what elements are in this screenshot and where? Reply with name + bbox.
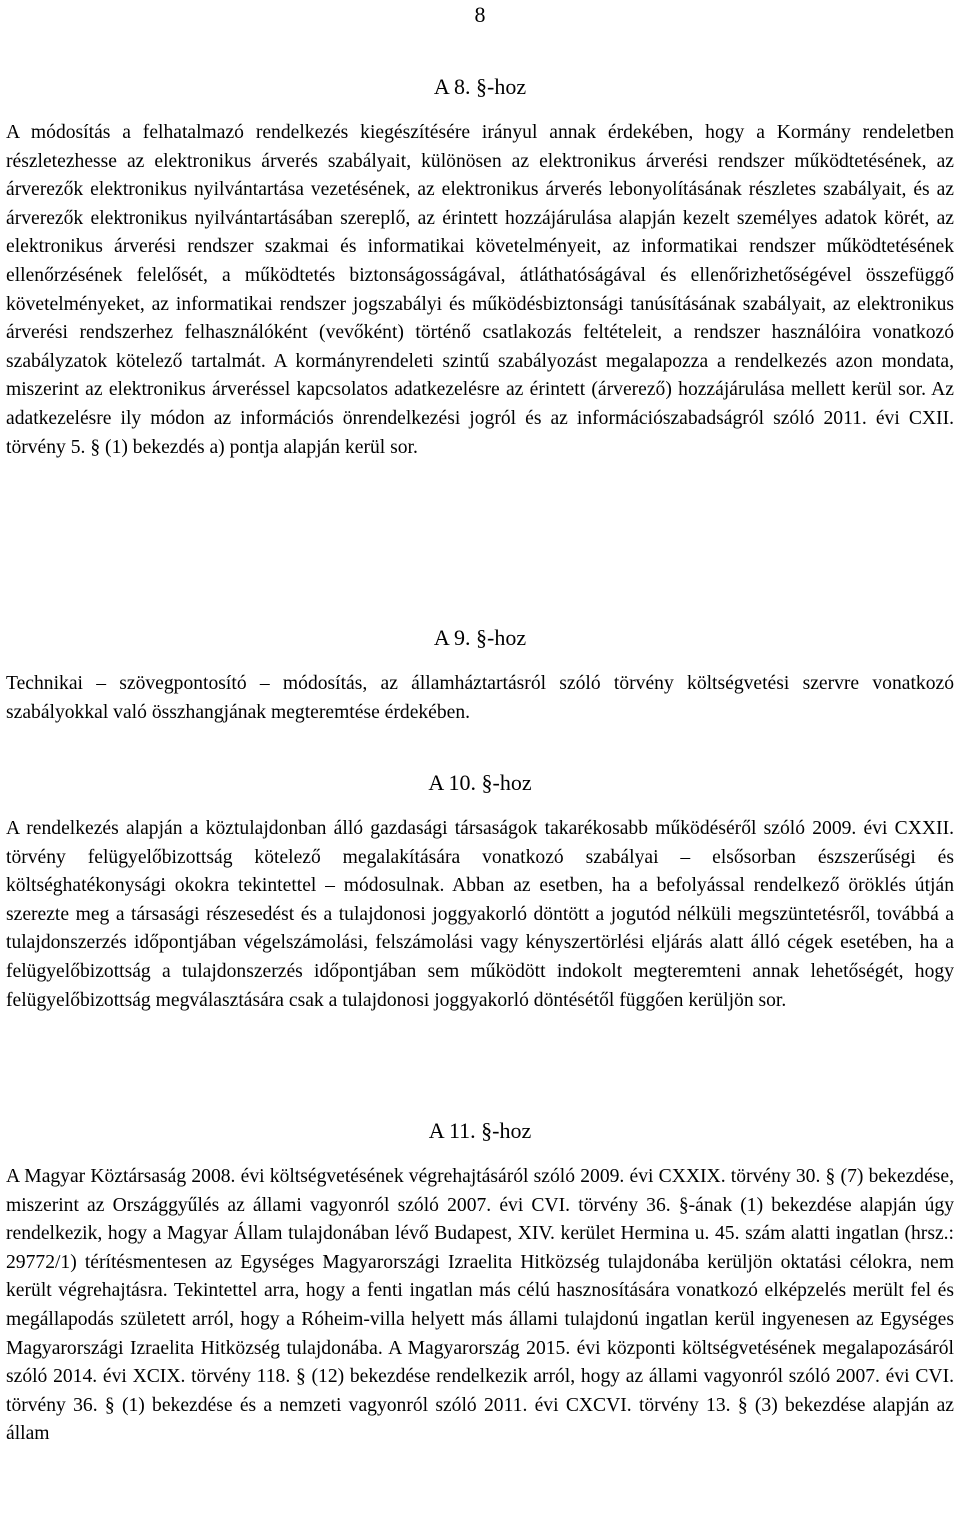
section-9: [6, 625, 954, 727]
section-heading: A 9. §-hoz: [433, 625, 527, 650]
section-paragraph: A módosítás a felhatalmazó rendelkezés kiegészítésére irányul annak érdekében, hogy a Kormány rendeletben részletezhesse az elektronikus árverés szabályait, különösen az elektronikus árverési rendszer működtetésének, az árverezők elektronikus nyilvántartása vezetésének, az elektronikus árverés lebonyolításának részletes szabályait, és az árverezők elektronikus nyilvántartásában szereplő, az érintett hozzájárulása alapján kezelt személyes adatok körét, az elektronikus árverési rendszer szakmai és informatikai követelményeit, az informatikai rendszer működtetésének ellenőrzésének felelősét, a működtetés biztonságosságával, átláthatóságával és ellenőrizhetőségével összefüggő követelményeket, az informatikai rendszer jogszabályi és működésbiztonsági tanúsításának szabályait, az elektronikus árverési rendszerhez felhasználóként (vevőként) történő csatlakozás feltételeit, a rendszer használóira vonatkozó szabályzatok kötelező tartalmát. A kormányrendeleti szintű szabályozást megalapozza a rendelkezés azon mondata, miszerint az elektronikus árveréssel kapcsolatos adatkezelésre az érintett (árverező) hozzájárulása mellett kerül sor. Az adatkezelésre ily módon az információs önrendelkezési jogról és az információszabadságról szóló 2011. évi CXII. törvény 5. § (1) bekezdés a) pontja alapján kerül sor.: [6, 122, 954, 458]
section-8: [6, 74, 954, 462]
section-paragraph: Technikai – szövegpontosító – módosítás, az államháztartásról szóló törvény költségvetési szervre vonatkozó szabályokkal való összhangjának megteremtése érdekében.: [6, 673, 954, 723]
section-11: [6, 1118, 954, 1449]
section-paragraph: A rendelkezés alapján a köztulajdonban álló gazdasági társaságok takarékosabb működéséről szóló 2009. évi CXXII. törvény felügyelőbizottság kötelező megalakítására vonatkozó szabályai – elsősorban észszerűségi és költséghatékonysági okokra tekintettel – módosulnak. Abban az esetben, ha a befolyással rendelkező öröklés útján szerezte meg a társasági részesedést és a tulajdonosi joggyakorló döntött a jogutód nélküli megszüntetésről, továbbá a tulajdonszerzés időpontjában végelszámolási, felszámolási vagy kényszertörlési eljárás alatt álló cégek esetében, ha a felügyelőbizottság a tulajdonszerzés időpontjában sem működött indokolt megteremteni annak lehetőségét, hogy felügyelőbizottság megválasztására csak a tulajdonosi joggyakorló döntésétől függően kerüljön sor.: [6, 818, 954, 1011]
page-number: 8: [474, 2, 486, 27]
section-paragraph: A Magyar Köztársaság 2008. évi költségvetésének végrehajtásáról szóló 2009. évi CXXIX. törvény 30. § (7) bekezdése, miszerint az Országgyűlés az állami vagyonról szóló 2007. évi CVI. törvény 36. §-ának (1) bekezdése alapján úgy rendelkezik, hogy a Magyar Állam tulajdonában lévő Budapest, XIV. kerület Hermina u. 45. szám alatti ingatlan (hrsz.: 29772/1) térítésmentesen az Egységes Magyarországi Izraelita Hitközség tulajdonába kerüljön oktatási célokra, nem került végrehajtásra. Tekintettel arra, hogy a fenti ingatlan más célú hasznosítására vonatkozó elképzelés merült fel és megállapodás született arról, hogy a Róheim-villa helyett más állami tulajdonú ingatlan kerül ingyenesen az Egységes Magyarországi Izraelita Hitközség tulajdonába. A Magyarország 2015. évi központi költségvetésének megalapozásáról szóló 2014. évi XCIX. törvény 118. § (12) bekezdése rendelkezik arról, hogy az állami vagyonról szóló 2007. évi CVI. törvény 36. § (1) bekezdése és a nemzeti vagyonról szóló 2011. évi CXCVI. törvény 13. § (3) bekezdése alapján az állam: [6, 1166, 954, 1445]
section-heading: A 11. §-hoz: [428, 1118, 532, 1143]
section-10: [6, 770, 954, 1015]
section-heading: A 8. §-hoz: [433, 74, 527, 99]
section-heading: A 10. §-hoz: [428, 770, 532, 795]
